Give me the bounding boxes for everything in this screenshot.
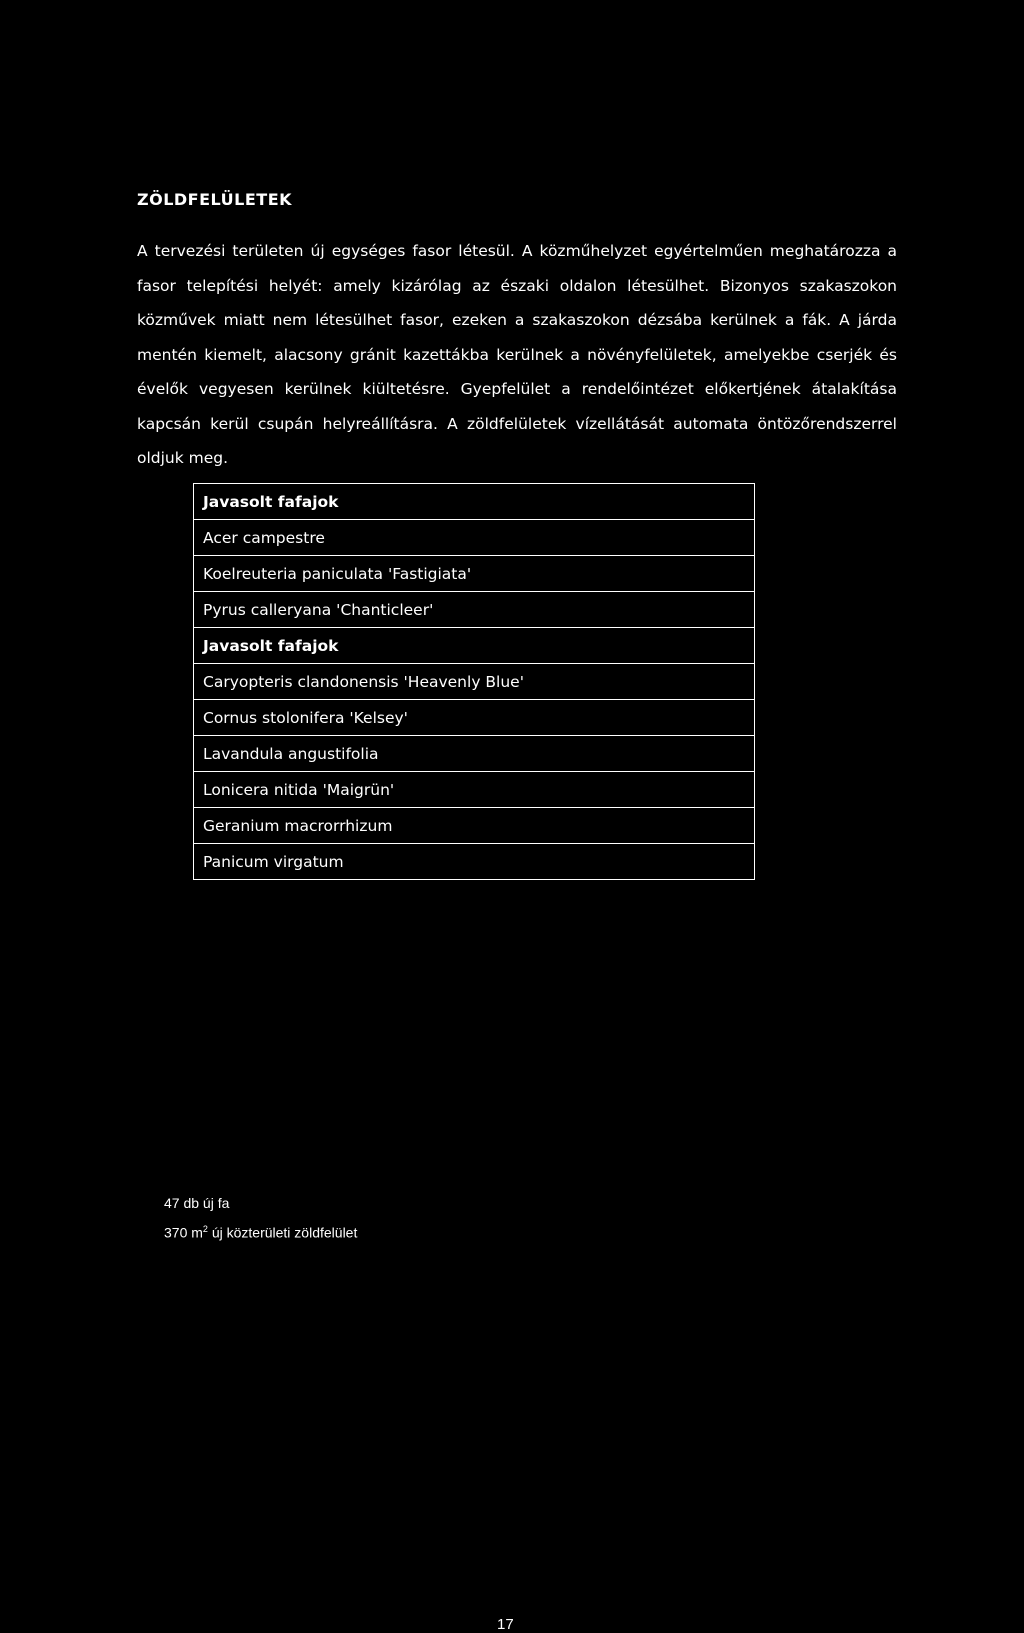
new-trees-count: 47 db új fa xyxy=(164,1195,230,1211)
plant-species-cell: Lonicera nitida 'Maigrün' xyxy=(194,772,755,808)
table-row xyxy=(194,520,755,556)
plant-species-cell: Cornus stolonifera 'Kelsey' xyxy=(194,700,755,736)
table-header-row xyxy=(194,484,755,520)
plant-species-cell: Lavandula angustifolia xyxy=(194,736,755,772)
green-area-stat xyxy=(164,1216,357,1246)
section-heading: ZÖLDFELÜLETEK xyxy=(137,190,293,209)
plant-species-cell: Caryopteris clandonensis 'Heavenly Blue' xyxy=(194,664,755,700)
area-value: 370 m xyxy=(164,1224,203,1241)
area-description: új közterületi zöldfelület xyxy=(207,1224,358,1241)
trees-header-cell: Javasolt fafajok xyxy=(194,484,755,520)
table-row xyxy=(194,844,755,880)
tree-species-cell: Pyrus calleryana 'Chanticleer' xyxy=(194,592,755,628)
plant-species-cell: Geranium macrorrhizum xyxy=(194,808,755,844)
table-row xyxy=(194,736,755,772)
species-table xyxy=(193,483,755,880)
tree-species-cell: Acer campestre xyxy=(194,520,755,556)
page-number: 17 xyxy=(497,1616,514,1633)
table-row xyxy=(194,664,755,700)
table-row xyxy=(194,556,755,592)
tree-species-cell: Koelreuteria paniculata 'Fastigiata' xyxy=(194,556,755,592)
plant-species-cell: Panicum virgatum xyxy=(194,844,755,880)
table-row xyxy=(194,592,755,628)
table-header-row xyxy=(194,628,755,664)
plants-header-cell: Javasolt fafajok xyxy=(194,628,755,664)
table-row xyxy=(194,808,755,844)
table-row xyxy=(194,700,755,736)
area-unit-superscript: 2 xyxy=(202,1224,208,1234)
section-paragraph: A tervezési területen új egységes fasor létesül. A közműhelyzet egyértelműen meghatározza a fasor telepítési helyét: amely kizárólag az északi oldalon létesülhet. Bizonyos szakaszokon közművek miatt nem létesülhet fasor, ezeken a szakaszokon dézsába kerülnek a fák. A járda mentén kiemelt, alacsony gránit kazettákba kerülnek a növényfelületek, amelyekbe cserjék és évelők vegyesen kerülnek kiültetésre. Gyepfelület a rendelőintézet előkertjének átalakítása kapcsán kerül csupán helyreállításra. A zöldfelületek vízellátását automata öntözőrendszerrel oldjuk meg. xyxy=(137,242,897,467)
table-row xyxy=(194,772,755,808)
summary-stats xyxy=(164,1190,357,1246)
